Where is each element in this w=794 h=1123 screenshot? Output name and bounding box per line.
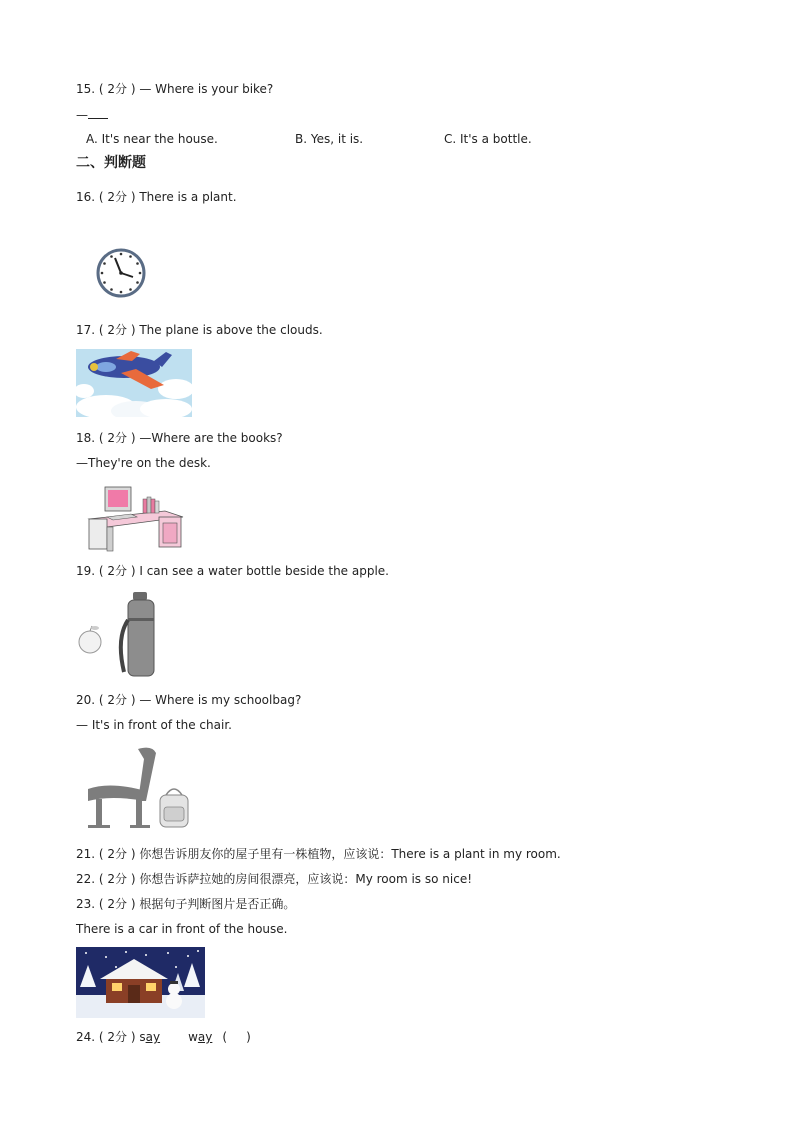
q15-option-b: B. Yes, it is. — [295, 132, 364, 146]
q23-sentence: There is a car in front of the house. — [76, 922, 288, 936]
q24-word2-underlined: ay — [197, 1030, 213, 1044]
section-title-judgement: 二、判断题 — [76, 155, 146, 171]
q15-stem: 15. ( 2分 ) — Where is your bike? — [76, 82, 274, 96]
q24-word2-start: w — [188, 1030, 198, 1044]
q20-answer: — It's in front of the chair. — [76, 718, 232, 732]
q23-stem: 23. ( 2分 ) 根据句子判断图片是否正确。 — [76, 897, 296, 911]
q15-option-c: C. It's a bottle. — [444, 132, 532, 146]
q17-stem: 17. ( 2分 ) The plane is above the clouds. — [76, 323, 323, 337]
house-snow-image — [76, 947, 205, 1018]
clock-image — [95, 247, 147, 299]
q19-stem: 19. ( 2分 ) I can see a water bottle beside the apple. — [76, 564, 389, 578]
q18-answer: —They're on the desk. — [76, 456, 211, 470]
q16-stem: 16. ( 2分 ) There is a plant. — [76, 190, 237, 204]
q21-stem: 21. ( 2分 ) 你想告诉朋友你的屋子里有一株植物，应该说：There is a plant in my room. — [76, 847, 561, 861]
q20-stem: 20. ( 2分 ) — Where is my schoolbag? — [76, 693, 302, 707]
q15-answer-line — [76, 107, 108, 123]
plane-clouds-image — [76, 349, 192, 417]
chair-schoolbag-image — [80, 743, 196, 831]
answer-dash: — — [76, 108, 88, 122]
q24-answer-paren: ( ) — [222, 1030, 251, 1044]
q15-option-a: A. It's near the house. — [86, 132, 218, 146]
apple-bottle-image — [76, 588, 182, 680]
q24-stem — [76, 1029, 251, 1045]
q18-stem: 18. ( 2分 ) —Where are the books? — [76, 431, 283, 445]
computer-desk-image — [85, 481, 186, 554]
q24-prefix: 24. ( 2分 ) s — [76, 1030, 146, 1044]
q24-word1-underlined: ay — [145, 1030, 161, 1044]
q22-stem: 22. ( 2分 ) 你想告诉萨拉她的房间很漂亮，应该说：My room is so nice! — [76, 872, 473, 886]
answer-blank — [88, 108, 108, 119]
